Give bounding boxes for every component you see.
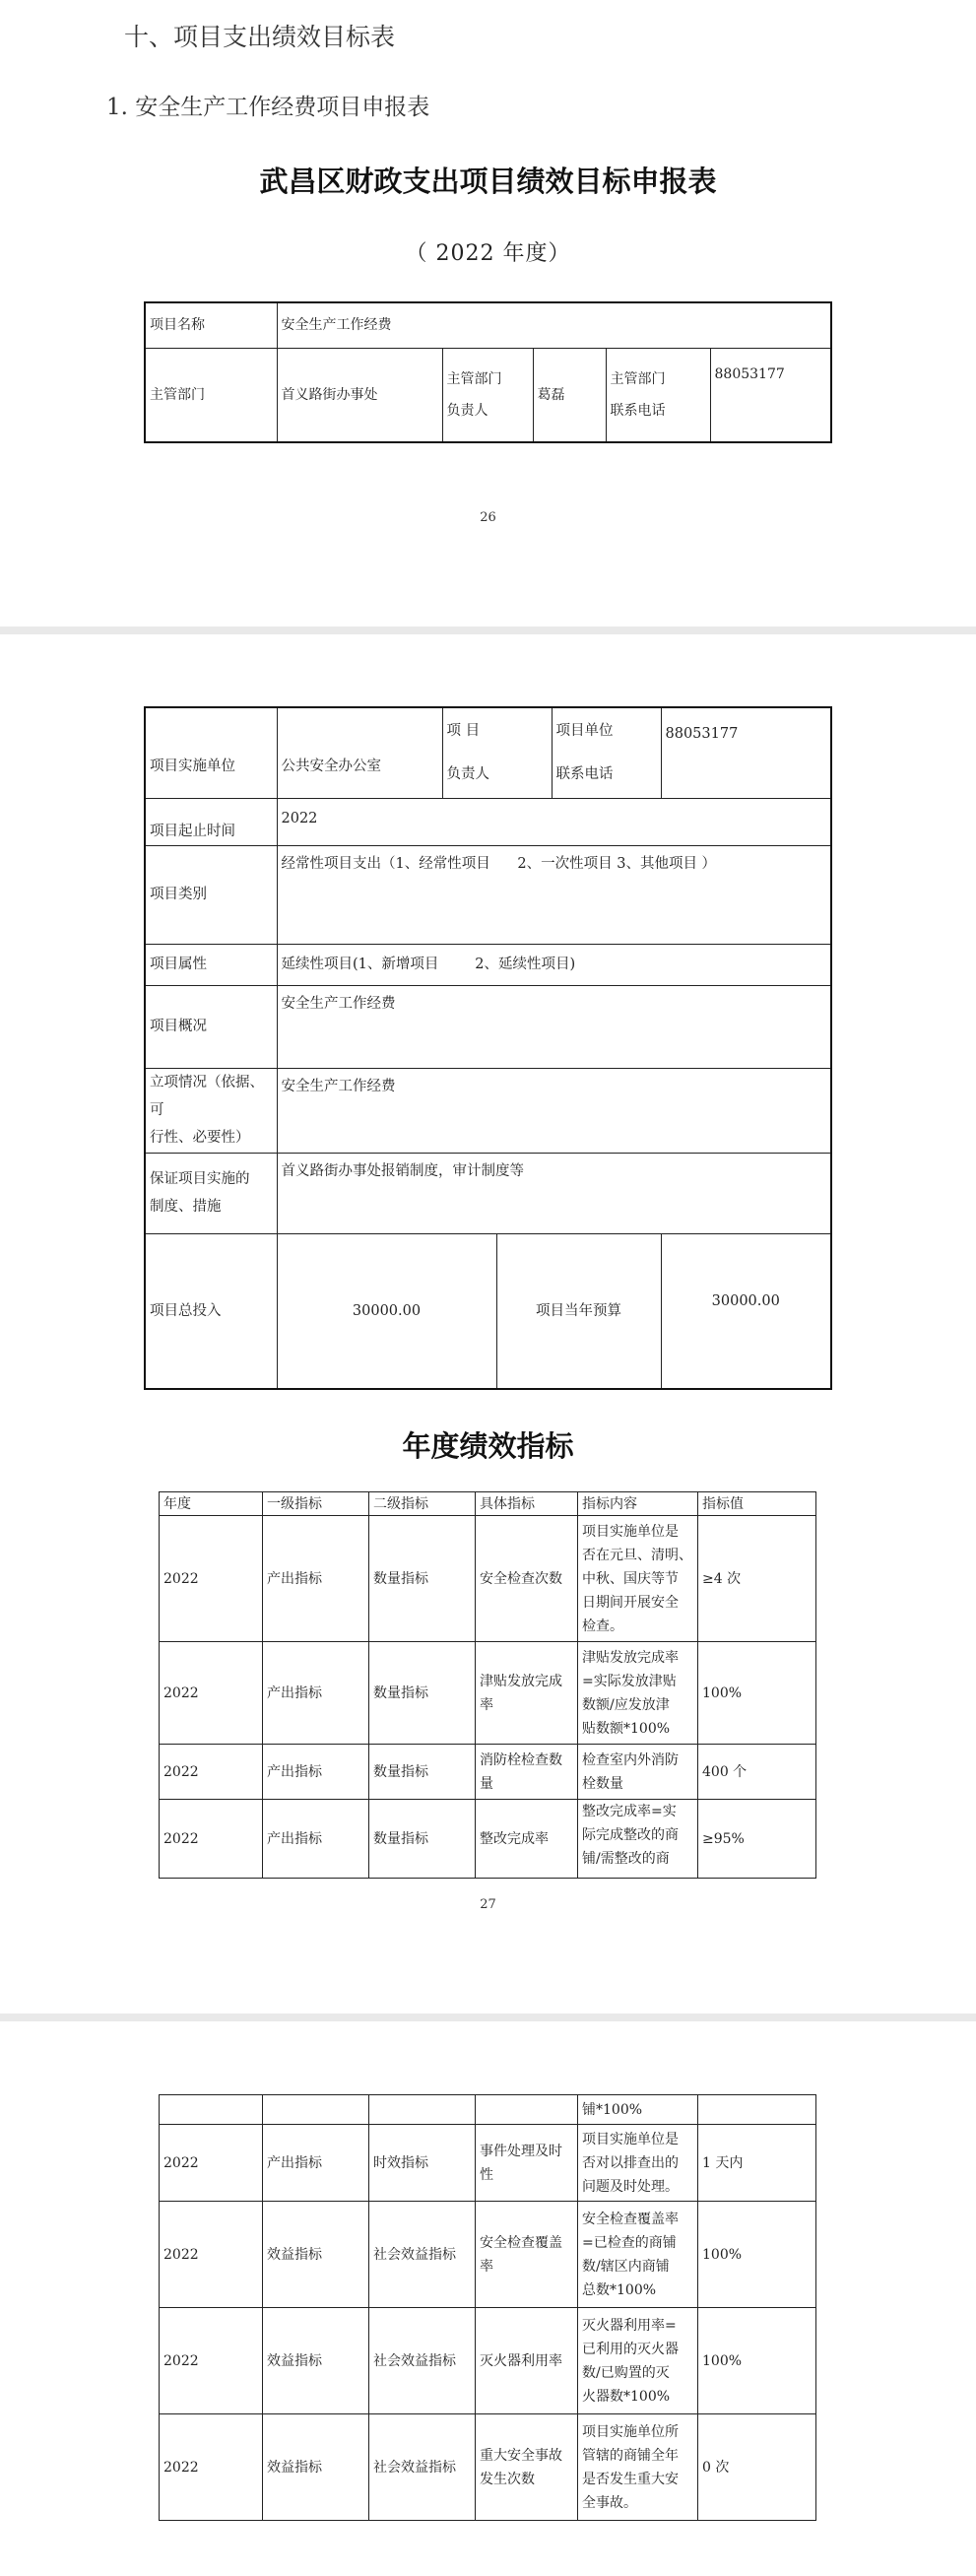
- row-content-line: 问题及时处理。: [582, 2178, 679, 2195]
- row-year: 2022: [160, 1642, 263, 1745]
- row-l1: 产出指标: [263, 1516, 369, 1642]
- page-number-26: 26: [480, 510, 496, 525]
- proj-head-label: 项 目: [446, 723, 481, 740]
- row-year: 2022: [160, 1516, 263, 1642]
- overview-value: 安全生产工作经费: [277, 985, 831, 1068]
- row-content-line: 栓数量: [582, 1775, 623, 1792]
- row-content-line: 否在元旦、清明、: [582, 1547, 692, 1563]
- dept-head-label: 主管部门: [446, 370, 502, 387]
- dept-head-label-2: 负责人: [446, 402, 488, 419]
- page-gap-1: [0, 627, 976, 634]
- row-spec: 消防栓检查数: [480, 1751, 562, 1768]
- row-content-line: 中秋、国庆等节: [582, 1570, 679, 1587]
- row-content-line: 项目实施单位所: [582, 2423, 679, 2440]
- guarantee-label: 保证项目实施的: [150, 1171, 250, 1187]
- dept-label: 主管部门: [145, 348, 277, 442]
- row-l2: 时效指标: [369, 2125, 476, 2202]
- row-l2: 社会效益指标: [369, 2308, 476, 2414]
- table-row: [160, 2308, 816, 2414]
- total-label: 项目总投入: [145, 1233, 277, 1389]
- row-spec: 发生次数: [480, 2471, 535, 2487]
- row-content-line: 管辖的商铺全年: [582, 2447, 679, 2464]
- row-content-line: 否对以排查出的: [582, 2154, 679, 2171]
- project-name-value: 安全生产工作经费: [277, 302, 831, 348]
- row-year: 2022: [160, 2125, 263, 2202]
- perf-header-row: [160, 1492, 816, 1516]
- budget-label: 项目当年预算: [496, 1233, 661, 1389]
- row-spec: 性: [480, 2166, 493, 2183]
- period-value: 2022: [277, 798, 831, 845]
- row-l2: 数量指标: [369, 1745, 476, 1800]
- row-content-line: 日期间开展安全: [582, 1594, 679, 1611]
- row-l1: 产出指标: [263, 2125, 369, 2202]
- impl-unit-label: 项目实施单位: [145, 707, 277, 798]
- row-content-line: 灭火器利用率=: [582, 2317, 677, 2334]
- table-row: [160, 1745, 816, 1800]
- project-info-table-top: [144, 301, 832, 443]
- row-content-line: 数/辖区内商铺: [582, 2258, 670, 2275]
- table-row: [160, 2125, 816, 2202]
- row-l2: 社会效益指标: [369, 2202, 476, 2308]
- category-label: 项目类别: [145, 845, 277, 944]
- table-row: [160, 1642, 816, 1745]
- budget-value: 30000.00: [661, 1233, 831, 1389]
- row-spec: 重大安全事故: [480, 2447, 562, 2464]
- unit-phone-value: 88053177: [661, 707, 831, 798]
- row-value: ≥4 次: [698, 1516, 816, 1642]
- dept-phone-label-2: 联系电话: [610, 402, 666, 419]
- row-content-line: 检查。: [582, 1618, 623, 1634]
- dept-head-value: 葛磊: [533, 348, 606, 442]
- perf-table-p2: [159, 1491, 816, 1879]
- row-l2: 社会效益指标: [369, 2414, 476, 2521]
- page-gap-2: [0, 2014, 976, 2021]
- row-spec: 事件处理及时: [480, 2143, 562, 2159]
- row-content-line: 项目实施单位是: [582, 1523, 679, 1540]
- perf-header-l1: 一级指标: [263, 1492, 369, 1516]
- row-content-line: =实际发放津贴: [582, 1673, 677, 1689]
- guarantee-label-2: 制度、措施: [150, 1199, 222, 1215]
- impl-unit-value: 公共安全办公室: [277, 707, 442, 798]
- row-year: 2022: [160, 1745, 263, 1800]
- row-l2: 数量指标: [369, 1642, 476, 1745]
- perf-header-content: 指标内容: [578, 1492, 698, 1516]
- row-l1: 效益指标: [263, 2414, 369, 2521]
- row-value: 1 天内: [698, 2125, 816, 2202]
- dept-phone-label: 主管部门: [610, 370, 666, 387]
- unit-phone-label-2: 联系电话: [555, 766, 614, 783]
- row-spec: 灭火器利用率: [480, 2352, 562, 2369]
- row-l1: 产出指标: [263, 1800, 369, 1879]
- table-row: [160, 2414, 816, 2521]
- row-content-line: 火器数*100%: [582, 2388, 671, 2405]
- row-value: 100%: [698, 1642, 816, 1745]
- row-value: 0 次: [698, 2414, 816, 2521]
- perf-header-year: 年度: [160, 1492, 263, 1516]
- category-value: 经常性项目支出（1、经常性项目 2、一次性项目 3、其他项目 ）: [277, 845, 831, 944]
- perf-table-p3: [159, 2094, 816, 2521]
- row-content-line: 全事故。: [582, 2494, 637, 2511]
- year-line: （ 2022 年度）: [405, 241, 571, 266]
- basis-value: 安全生产工作经费: [277, 1068, 831, 1153]
- perf-title: 年度绩效指标: [402, 1429, 574, 1463]
- row-value: 100%: [698, 2308, 816, 2414]
- proj-head-label-2: 负责人: [446, 766, 489, 783]
- page-2: [0, 634, 976, 2014]
- row-content-line: 项目实施单位是: [582, 2131, 679, 2147]
- row-value: ≥95%: [698, 1800, 816, 1879]
- page-1: [0, 0, 976, 627]
- table-row: [160, 2202, 816, 2308]
- table-row: [160, 1800, 816, 1879]
- row-content-line: 检查室内外消防: [582, 1751, 679, 1768]
- row-year: 2022: [160, 2202, 263, 2308]
- row-l2: 数量指标: [369, 1800, 476, 1879]
- unit-phone-label: 项目单位: [555, 723, 614, 740]
- perf-header-l2: 二级指标: [369, 1492, 476, 1516]
- row-spec: 整改完成率: [480, 1830, 549, 1847]
- page-number-27: 27: [480, 1897, 496, 1912]
- document-title: 武昌区财政支出项目绩效目标申报表: [259, 165, 717, 198]
- row-spec: 安全检查覆盖: [480, 2234, 562, 2251]
- row-content-line: =已检查的商铺: [582, 2234, 677, 2251]
- attribute-value: 延续性项目(1、新增项目 2、延续性项目): [277, 944, 831, 985]
- attribute-label: 项目属性: [145, 944, 277, 985]
- row-content-line: 贴数额*100%: [582, 1720, 671, 1737]
- page-3: [0, 2021, 976, 2576]
- table-row: [160, 2095, 816, 2125]
- dept-phone-value: 88053177: [710, 348, 831, 442]
- row-spec: 安全检查次数: [480, 1570, 562, 1587]
- row-year: 2022: [160, 1800, 263, 1879]
- basis-label-2: 行性、必要性）: [150, 1130, 250, 1146]
- row-content-line: 是否发生重大安: [582, 2471, 679, 2487]
- row-content-line: 津贴发放完成率: [582, 1649, 679, 1666]
- perf-header-value: 指标值: [698, 1492, 816, 1516]
- row-spec: 量: [480, 1775, 493, 1792]
- project-detail-table: [144, 706, 832, 1390]
- row-content-line: 数/已购置的灭: [582, 2364, 670, 2381]
- row-value: 100%: [698, 2202, 816, 2308]
- row-content-line: 总数*100%: [582, 2281, 657, 2298]
- row-spec: 率: [480, 2258, 493, 2275]
- row-value: 400 个: [698, 1745, 816, 1800]
- row-content-line: 已利用的灭火器: [582, 2341, 679, 2357]
- row-year: 2022: [160, 2308, 263, 2414]
- row-content-line: 数额/应发放津: [582, 1696, 670, 1713]
- row-year: 2022: [160, 2414, 263, 2521]
- row-l1: 产出指标: [263, 1642, 369, 1745]
- row-l1: 产出指标: [263, 1745, 369, 1800]
- period-label: 项目起止时间: [145, 798, 277, 845]
- row-l2: 数量指标: [369, 1516, 476, 1642]
- row-spec: 率: [480, 1696, 493, 1713]
- dept-value: 首义路街办事处: [277, 348, 442, 442]
- project-name-label: 项目名称: [145, 302, 277, 348]
- row-content-line: 安全检查覆盖率: [582, 2211, 679, 2227]
- row-l1: 效益指标: [263, 2202, 369, 2308]
- table-row: [160, 1516, 816, 1642]
- row-l1: 效益指标: [263, 2308, 369, 2414]
- row-content-line: 整改完成率=实: [582, 1804, 677, 1819]
- total-value: 30000.00: [277, 1233, 496, 1389]
- guarantee-value: 首义路街办事处报销制度，审计制度等: [277, 1153, 831, 1233]
- overview-label: 项目概况: [145, 985, 277, 1068]
- row-content-line: 铺/需整改的商: [582, 1851, 670, 1867]
- section-heading: 十、项目支出绩效目标表: [124, 23, 396, 51]
- perf-header-spec: 具体指标: [476, 1492, 578, 1516]
- subsection-heading: 1. 安全生产工作经费项目申报表: [106, 95, 430, 120]
- row-content-line: 际完成整改的商: [582, 1827, 679, 1843]
- row-content-cont: 铺*100%: [578, 2095, 698, 2125]
- basis-label: 立项情况（依据、可: [150, 1075, 264, 1118]
- row-spec: 津贴发放完成: [480, 1673, 562, 1689]
